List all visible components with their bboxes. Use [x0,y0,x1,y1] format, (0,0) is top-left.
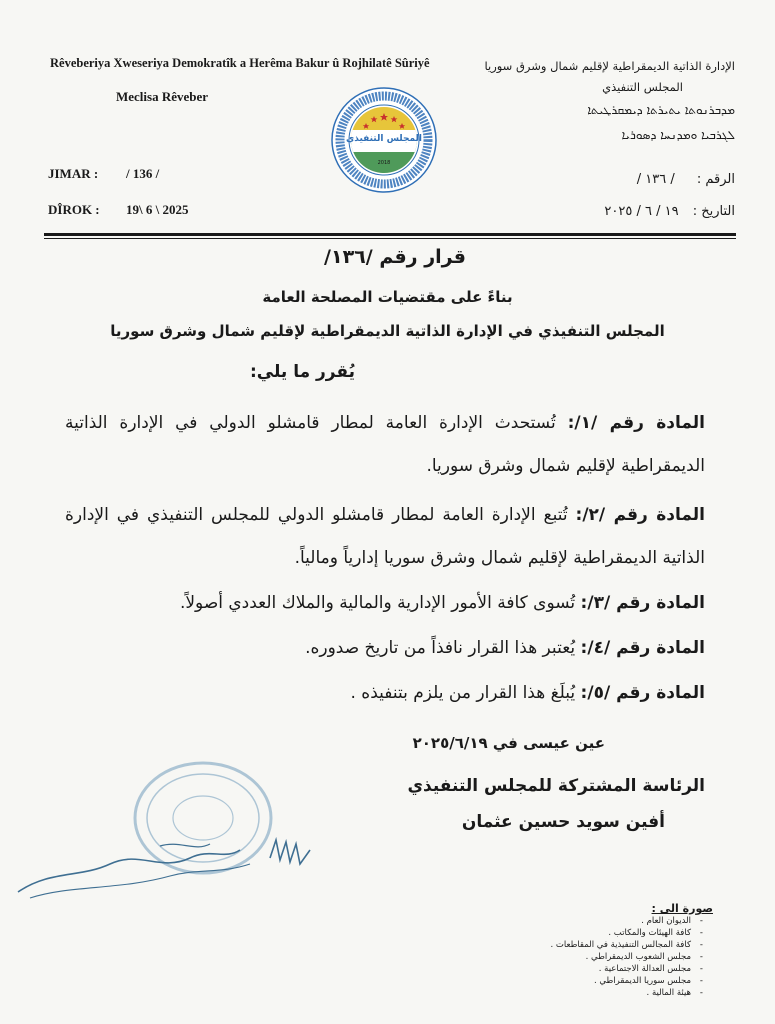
seal-text: المجلس التنفيذي [346,134,422,144]
article-text: تُسوى كافة الأمور الإدارية والمالية والملاك العددي أصولاً. [179,593,576,613]
copy-recipient: - كافة الهيئات والمكاتب . [550,927,691,939]
date-label-ku: DÎROK : [48,202,100,217]
header-arabic [435,56,735,148]
number-ar [515,172,735,187]
syriac-line-2: ܠܓܪܒܝܐ ܘܡܕܢܚܐ ܕܣܘܪܝܐ [621,128,735,142]
copy-recipient: - الديوان العام . [550,915,691,927]
executive-council-seal [330,86,438,194]
copy-recipient: - مجلس العدالة الاجتماعية . [550,963,691,975]
handwritten-signature [10,800,330,910]
syriac-line-1: ܡܕܒܪܢܘܬܐ ܝܬܝܪܬܐ ܕܝܡܩܪܛܝܬܐ [587,103,735,117]
signatory-names: أفين سويد حسين عثمان [461,812,665,832]
copy-recipient: - كافة المجالس التنفيذية في المقاطعات . [550,939,691,951]
place-date: عين عيسى في ٢٠٢٥/٦/١٩ [412,734,605,752]
header-rule [44,233,736,236]
article-label: المادة رقم /٣/: [580,593,705,613]
article-5 [65,672,705,715]
article-1 [65,402,705,488]
article-2 [65,494,705,580]
copy-recipient: - مجلس سوريا الديمقراطي . [550,975,691,987]
copy-recipient: - مجلس الشعوب الديمقراطي . [550,951,691,963]
based-on: بناءً على مقتضيات المصلحة العامة [262,288,513,306]
council-name: المجلس التنفيذي في الإدارة الذاتية الديمقراطية لإقليم شمال وشرق سوريا [110,322,665,340]
number-ku [48,166,288,182]
number-label-ku: JIMAR : [48,166,99,181]
copies-title: صورة الى : [651,902,713,915]
number-value-ar: / ١٣٦ / [636,172,675,187]
seal-year: 2018 [377,160,391,166]
article-label: المادة رقم /٢/: [575,505,706,525]
date-ku [48,202,288,218]
arabic-title: الإدارة الذاتية الديمقراطية لإقليم شمال وشرق سوريا [484,59,735,73]
article-text: يُبلَغ هذا القرار من يلزم بتنفيذه . [350,683,576,703]
co-presidency: الرئاسة المشتركة للمجلس التنفيذي [407,776,705,796]
article-4 [65,627,705,670]
article-label: المادة رقم /١/: [567,413,706,433]
arabic-subtitle: المجلس التنفيذي [602,80,683,94]
article-text: تُستحدث الإدارة العامة لمطار قامشلو الدولي في الإدارة الذاتية الديمقراطية لإقليم شمال وشرق سوريا. [65,413,705,476]
article-3 [65,582,705,625]
number-label-ar: الرقم : [696,172,735,187]
header-rule-thin [44,238,736,239]
number-value-ku: / 136 / [126,166,160,181]
article-text: تُتبع الإدارة العامة لمطار قامشلو الدولي للمجلس التنفيذي في الإدارة الذاتية الديمقراطية لإقليم شمال وشرق سوريا إدارياً ومالياً. [65,505,705,568]
decides-heading: يُقرر ما يلي: [249,362,355,382]
kurdish-subtitle: Meclisa Rêveber [116,89,209,104]
header-kurdish [50,56,430,105]
article-label: المادة رقم /٤/: [580,638,705,658]
date-value-ar: ١٩ / ٦ / ٢٠٢٥ [604,204,679,219]
decision-title: قرار رقم /١٣٦/ [324,246,466,268]
date-value-ku: 19\ 6 \ 2025 [126,202,189,217]
date-ar [515,204,735,219]
kurdish-title: Rêveberiya Xweseriya Demokratîk a Herêma Bakur û Rojhilatê Sûriyê [50,56,430,70]
copies-list [550,902,713,999]
copy-recipient: - هيئة المالية . [550,987,691,999]
date-label-ar: التاريخ : [692,204,735,219]
article-label: المادة رقم /٥/: [580,683,705,703]
article-text: يُعتبر هذا القرار نافذاً من تاريخ صدوره. [305,638,576,658]
